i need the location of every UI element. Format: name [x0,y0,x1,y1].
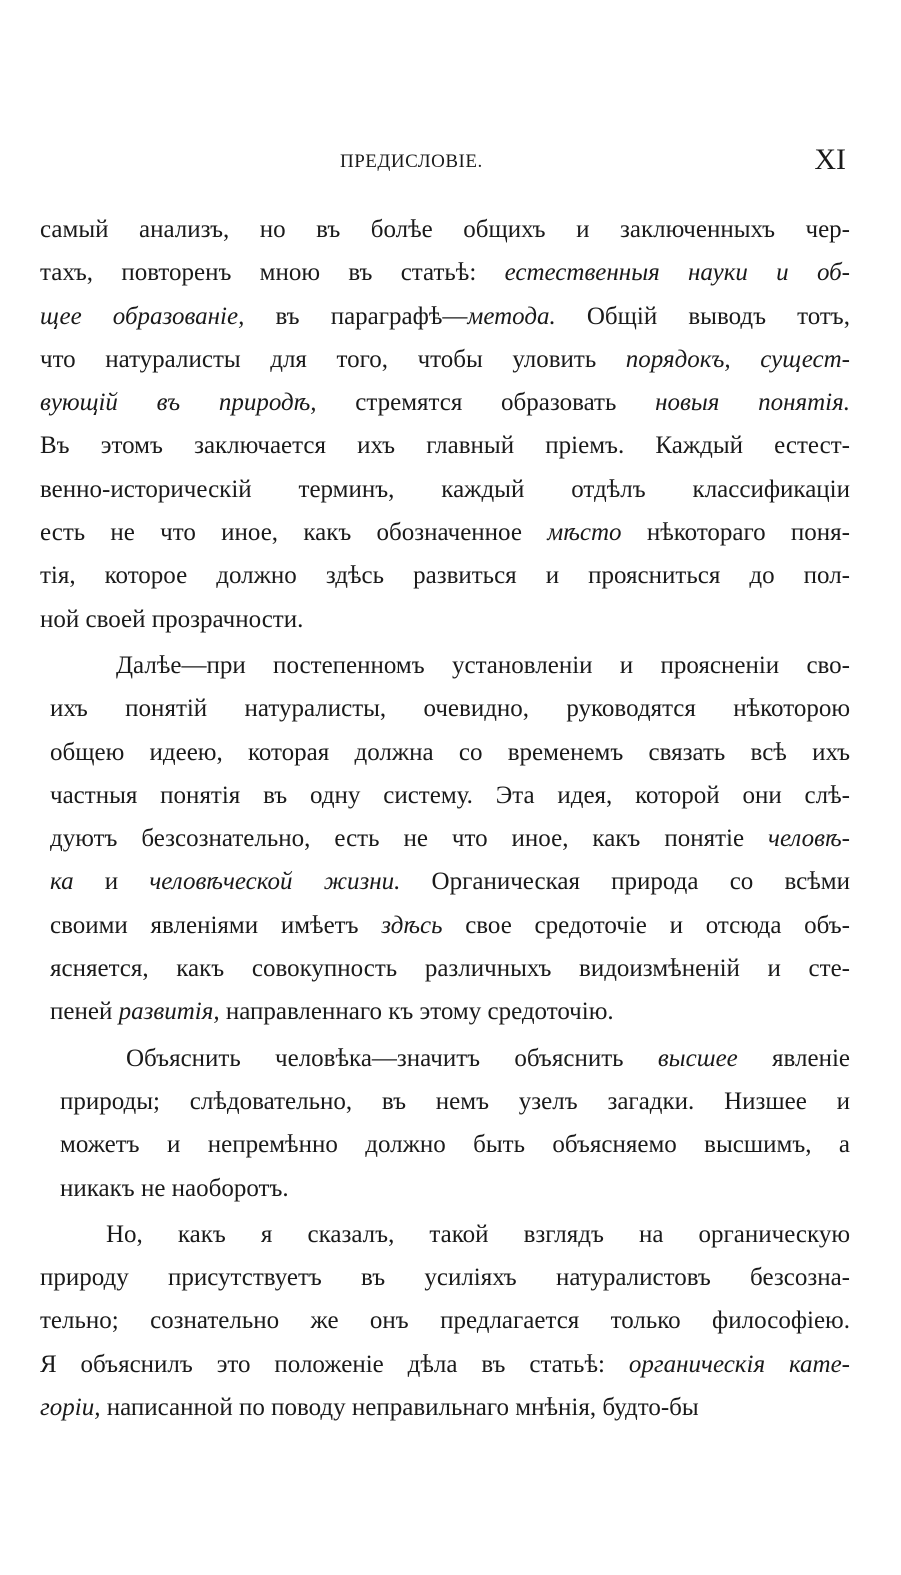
italic-text: развитія, [118,998,220,1026]
italic-text: порядокъ, сущест- [625,345,850,373]
body-text [40,208,850,1429]
text-line [50,731,850,774]
text-segment: Но, какъ я сказалъ, такой взглядъ на органическую [106,1220,850,1248]
text-line [40,554,850,597]
text-segment: дуютъ безсознательно, есть не что иное, какъ понятіе [50,825,769,853]
text-segment: тія, которое должно здѣсь развиться и проясниться до пол- [40,562,850,590]
text-segment: свое средоточіе и отсюда объ- [442,911,850,939]
text-segment: есть не что иное, какъ обозначенное [40,519,548,547]
text-segment: самый анализъ, но въ болѣе общихъ и заключенныхъ чер- [40,216,850,243]
text-line [40,208,850,251]
italic-text: мѣсто [547,519,622,547]
text-line [50,644,850,687]
italic-text: новыя понятія. [655,389,850,417]
paragraph [60,1037,850,1210]
text-line [40,381,850,424]
text-segment: венно-историческій терминъ, каждый отдѣлъ классификаціи [40,475,850,503]
text-segment: и [73,868,150,896]
text-segment: Объяснить человѣка—значитъ объяснить [126,1044,658,1072]
text-line [40,295,850,338]
paragraph [50,644,850,1034]
running-head-title: ПРЕДИСЛОВІЕ. [340,151,483,172]
text-segment: что натуралисты для того, чтобы уловить [40,345,626,373]
text-segment: въ параграфѣ— [244,302,468,330]
text-segment: ихъ понятій натуралисты, очевидно, руководятся нѣкоторою [50,695,850,723]
text-line [40,1213,850,1256]
text-line [40,1299,850,1342]
text-line [40,338,850,381]
page-number: XI [814,143,846,176]
text-segment: Я объяснилъ это положеніе дѣла въ статьѣ: [40,1350,629,1378]
text-segment: тахъ, повторенъ мною въ статьѣ: [40,259,505,287]
italic-text: метода. [467,302,556,330]
paragraph [40,1213,850,1429]
text-line [60,1080,850,1123]
text-line [60,1123,850,1166]
text-segment: стремятся образовать [316,389,656,417]
text-line [40,1343,850,1386]
paragraph [40,208,850,641]
text-segment: ной своей прозрачности. [40,605,304,633]
italic-text: горіи, [40,1394,101,1422]
text-segment: общею идеею, которая должна со временемъ связать всѣ ихъ [50,738,850,766]
text-line [40,424,850,467]
text-line [50,904,850,947]
text-line [50,817,850,860]
text-segment: никакъ не наоборотъ. [60,1174,289,1202]
text-line [50,860,850,903]
text-line [50,774,850,817]
text-segment: Органическая природа со всѣми [400,868,850,896]
text-segment: направленнаго къ этому средоточію. [219,998,614,1026]
text-line [60,1037,850,1080]
text-segment: природу присутствуетъ въ усиліяхъ натуралистовъ безсозна- [40,1264,850,1292]
text-line [40,468,850,511]
italic-text: человѣческой жизни. [149,868,401,896]
text-segment: тельно; сознательно же онъ предлагается только философіею. [40,1307,850,1335]
text-segment: своими явленіями имѣетъ [50,911,382,939]
text-line [40,511,850,554]
text-line [40,1256,850,1299]
italic-text: щее образованіе, [40,302,245,330]
text-segment: ясняется, какъ совокупность различныхъ видоизмѣненій и сте- [50,955,850,983]
text-segment: природы; слѣдовательно, въ немъ узелъ загадки. Низшее и [60,1087,850,1115]
italic-text: ка [50,868,74,896]
text-line [50,947,850,990]
italic-text: человѣ- [768,825,850,853]
text-segment: написанной по поводу неправильнаго мнѣнія, будто-бы [100,1394,699,1422]
italic-text: вующій въ природѣ, [40,389,317,417]
text-line [40,1386,850,1429]
text-line [60,1167,850,1210]
italic-text: естественныя науки и об- [504,259,851,287]
text-line [40,251,850,294]
running-head [40,143,846,183]
italic-text: органическія кате- [628,1350,850,1378]
italic-text: высшее [657,1044,738,1072]
text-segment: частныя понятія въ одну систему. Эта идея, которой они слѣ- [50,781,850,809]
text-segment: Въ этомъ заключается ихъ главный пріемъ. Каждый естест- [40,432,850,460]
text-segment: Общій выводъ тотъ, [555,302,850,330]
text-segment: можетъ и непремѣнно должно быть объясняемо высшимъ, а [60,1131,850,1159]
text-line [40,598,850,641]
text-segment: Далѣе—при постепенномъ установленіи и проясненіи сво- [116,651,850,679]
text-line [50,687,850,730]
italic-text: здѣсь [381,911,443,939]
text-segment: явленіе [737,1044,850,1072]
text-segment: нѣкотораго поня- [621,519,851,547]
text-line [50,990,850,1033]
text-segment: пеней [50,998,119,1026]
